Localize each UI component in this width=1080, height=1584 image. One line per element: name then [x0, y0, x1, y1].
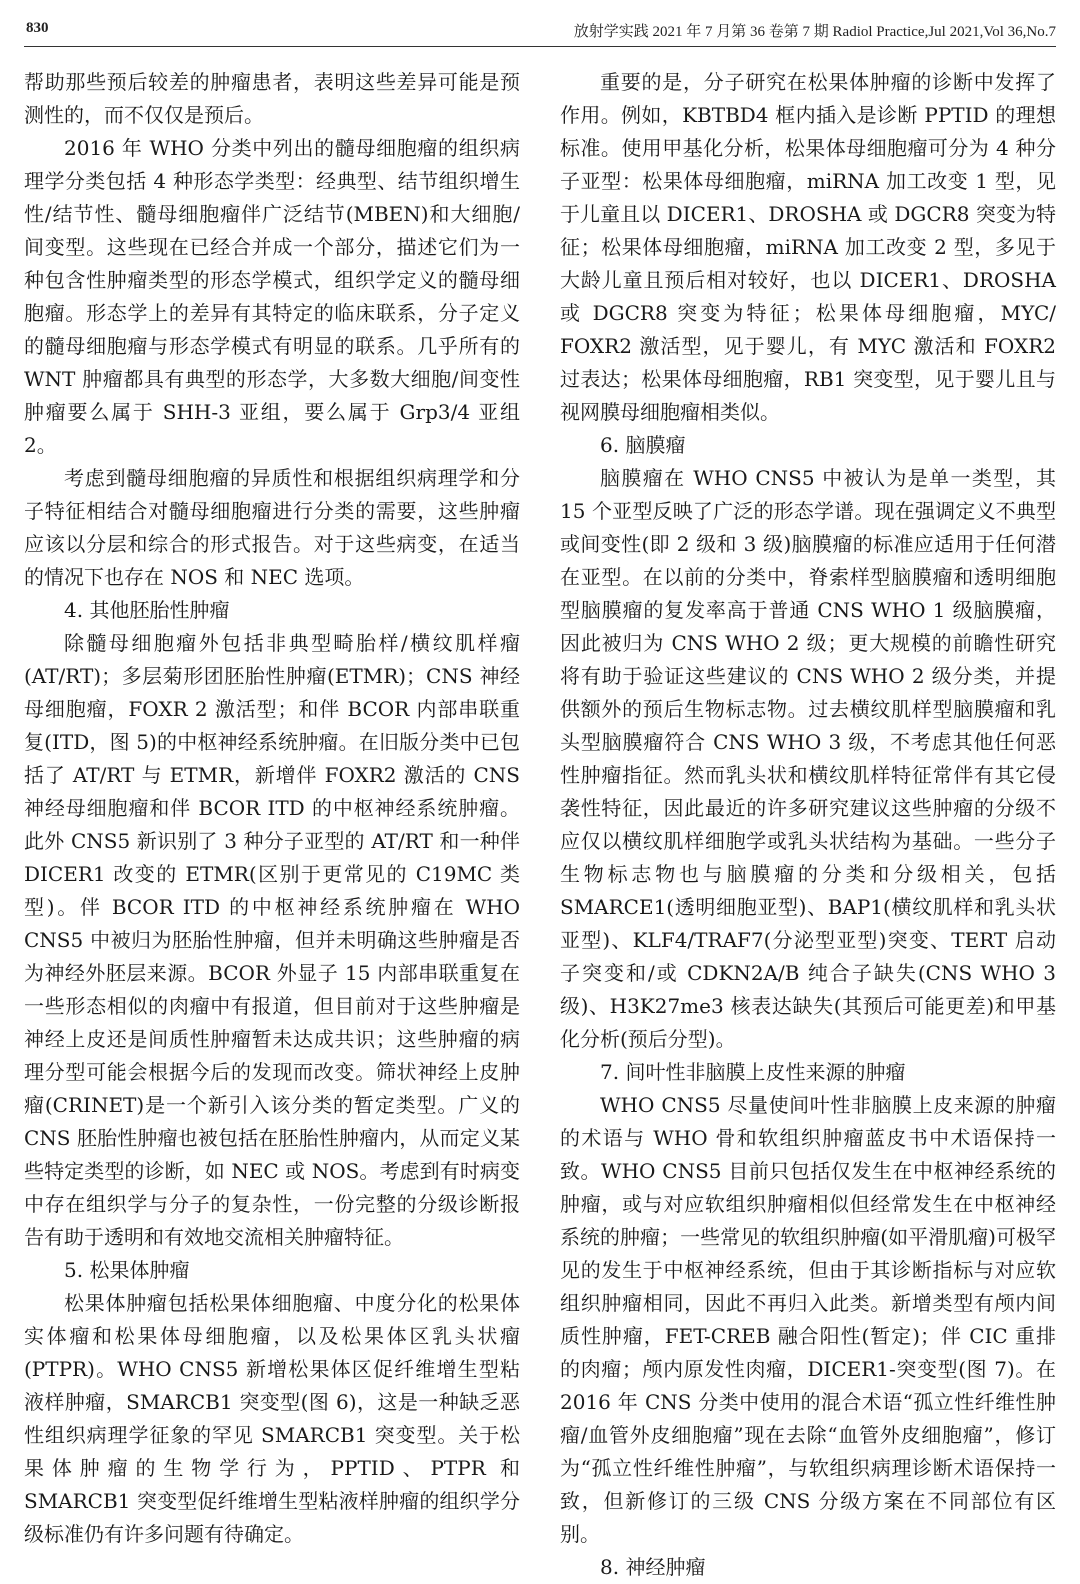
right-column — [560, 66, 1056, 1584]
left-column — [24, 66, 520, 1551]
header-rule — [24, 46, 1056, 47]
paragraph: 2016 年 WHO 分类中列出的髓母细胞瘤的组织病理学分类包括 4 种形态学类型：经典型、结节组织增生性/结节性、髓母细胞瘤伴广泛结节(MBEN)和大细胞/间变型。这些现在已经合并成一个部分，描述它们为一种包含性肿瘤类型的形态学模式，组织学定义的髓母细胞瘤。形态学上的差异有其特定的临床联系，分子定义的髓母细胞瘤与形态学模式有明显的联系。几乎所有的 WNT 肿瘤都具有典型的形态学，大多数大细胞/间变性肿瘤要么属于 SHH-3 亚组，要么属于 Grp3/4 亚组 2。 — [24, 136, 520, 457]
paragraph: WHO CNS5 尽量使间叶性非脑膜上皮来源的肿瘤的术语与 WHO 骨和软组织肿瘤蓝皮书中术语保持一致。WHO CNS5 目前只包括仅发生在中枢神经系统的肿瘤，或与对应软组织肿瘤相似但经常发生在中枢神经系统的肿瘤；一些常见的软组织肿瘤(如平滑肌瘤)可极罕见的发生于中枢神经系统，但由于其诊断指标与对应软组织肿瘤相同，因此不再归入此类。新增类型有颅内间质性肿瘤，FET-CREB 融合阳性(暂定)；伴 CIC 重排的肉瘤；颅内原发性肉瘤，DICER1-突变型(图 7)。在 2016 年 CNS 分类中使用的混合术语“孤立性纤维性肿瘤/血管外皮细胞瘤”现在去除“血管外皮细胞瘤”，修订为“孤立性纤维性肿瘤”，与软组织病理诊断术语保持一致，但新修订的三级 CNS 分级方案在不同部位有区别。 — [560, 1093, 1056, 1546]
section-heading: 4. 其他胚胎性肿瘤 — [64, 598, 230, 622]
paragraph: 帮助那些预后较差的肿瘤患者，表明这些差异可能是预测性的，而不仅仅是预后。 — [24, 70, 520, 127]
section-heading: 8. 神经肿瘤 — [600, 1555, 706, 1579]
section-heading: 5. 松果体肿瘤 — [64, 1258, 190, 1282]
paragraph: 重要的是，分子研究在松果体肿瘤的诊断中发挥了作用。例如，KBTBD4 框内插入是诊断 PPTID 的理想标准。使用甲基化分析，松果体母细胞瘤可分为 4 种分子亚型：松果体母细胞瘤，miRNA 加工改变 1 型，见于儿童且以 DICER1、DROSHA 或 DGCR8 突变为特征；松果体母细胞瘤，miRNA 加工改变 2 型，多见于大龄儿童且预后相对较好，也以 DICER1、DROSHA 或 DGCR8 突变为特征；松果体母细胞瘤，MYC/ FOXR2 激活型，见于婴儿，有 MYC 激活和 FOXR2 过表达；松果体母细胞瘤，RB1 突变型，见于婴儿且与视网膜母细胞瘤相类似。 — [560, 70, 1056, 424]
page-number: 830 — [26, 20, 49, 36]
section-heading: 6. 脑膜瘤 — [600, 433, 686, 457]
page-header — [24, 18, 1056, 44]
paragraph: 考虑到髓母细胞瘤的异质性和根据组织病理学和分子特征相结合对髓母细胞瘤进行分类的需要，这些肿瘤应该以分层和综合的形式报告。对于这些病变，在适当的情况下也存在 NOS 和 NEC 选项。 — [24, 466, 520, 589]
section-heading: 7. 间叶性非脑膜上皮性来源的肿瘤 — [600, 1060, 906, 1084]
paragraph: 松果体肿瘤包括松果体细胞瘤、中度分化的松果体实体瘤和松果体母细胞瘤，以及松果体区乳头状瘤(PTPR)。WHO CNS5 新增松果体区促纤维增生型粘液样肿瘤，SMARCB1 突变型(图 6)，这是一种缺乏恶性组织病理学征象的罕见 SMARCB1 突变型。关于松果体肿瘤的生物学行为，PPTID、PTPR 和 SMARCB1 突变型促纤维增生型粘液样肿瘤的组织学分级标准仍有许多问题有待确定。 — [24, 1291, 520, 1546]
paragraph: 脑膜瘤在 WHO CNS5 中被认为是单一类型，其 15 个亚型反映了广泛的形态学谱。现在强调定义不典型或间变性(即 2 级和 3 级)脑膜瘤的标准应适用于任何潜在亚型。在以前的分类中，脊索样型脑膜瘤和透明细胞型脑膜瘤的复发率高于普通 CNS WHO 1 级脑膜瘤，因此被归为 CNS WHO 2 级；更大规模的前瞻性研究将有助于验证这些建议的 CNS WHO 2 级分类，并提供额外的预后生物标志物。过去横纹肌样型脑膜瘤和乳头型脑膜瘤符合 CNS WHO 3 级，不考虑其他任何恶性肿瘤指征。然而乳头状和横纹肌样特征常伴有其它侵袭性特征，因此最近的许多研究建议这些肿瘤的分级不应仅以横纹肌样细胞学或乳头状结构为基础。一些分子生物标志物也与脑膜瘤的分类和分级相关，包括 SMARCE1(透明细胞亚型)、BAP1(横纹肌样和乳头状亚型)、KLF4/TRAF7(分泌型亚型)突变、TERT 启动子突变和/或 CDKN2A/B 纯合子缺失(CNS WHO 3 级)、H3K27me3 核表达缺失(其预后可能更差)和甲基化分析(预后分型)。 — [560, 466, 1056, 1051]
running-head: 放射学实践 2021 年 7 月第 36 卷第 7 期 Radiol Practice,Jul 2021,Vol 36,No.7 — [573, 24, 1056, 40]
paragraph: 除髓母细胞瘤外包括非典型畸胎样/横纹肌样瘤(AT/RT)；多层菊形团胚胎性肿瘤(ETMR)；CNS 神经母细胞瘤，FOXR 2 激活型；和伴 BCOR 内部串联重复(ITD，图 5)的中枢神经系统肿瘤。在旧版分类中已包括了 AT/RT 与 ETMR，新增伴 FOXR2 激活的 CNS 神经母细胞瘤和伴 BCOR ITD 的中枢神经系统肿瘤。此外 CNS5 新识别了 3 种分子亚型的 AT/RT 和一种伴 DICER1 改变的 ETMR(区别于更常见的 C19MC 类型)。伴 BCOR ITD 的中枢神经系统肿瘤在 WHO CNS5 中被归为胚胎性肿瘤，但并未明确这些肿瘤是否为神经外胚层来源。BCOR 外显子 15 内部串联重复在一些形态相似的肉瘤中有报道，但目前对于这些肿瘤是神经上皮还是间质性肿瘤暂未达成共识；这些肿瘤的病理分型可能会根据今后的发现而改变。筛状神经上皮肿瘤(CRINET)是一个新引入该分类的暂定类型。广义的 CNS 胚胎性肿瘤也被包括在胚胎性肿瘤内，从而定义某些特定类型的诊断，如 NEC 或 NOS。考虑到有时病变中存在组织学与分子的复杂性，一份完整的分级诊断报告有助于透明和有效地交流相关肿瘤特征。 — [24, 631, 520, 1249]
